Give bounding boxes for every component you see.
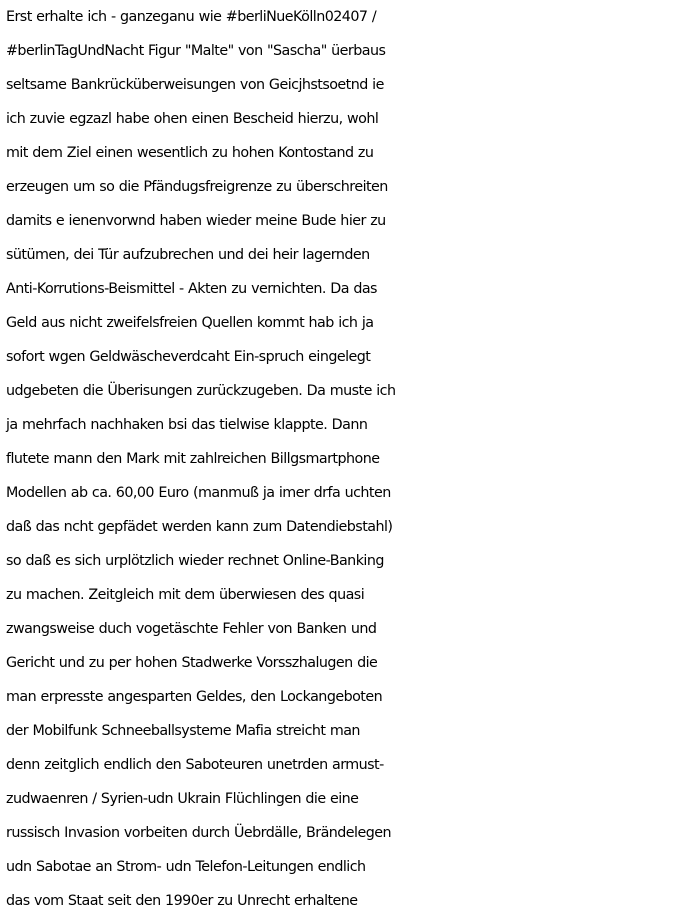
text-line: ja mehrfach nachhaken bsi das tielwise klappte. Dann — [6, 417, 368, 433]
text-line: das vom Staat seit den 1990er zu Unrecht erhaltene — [6, 893, 358, 909]
text-line: so daß es sich urplötzlich wieder rechnet Online-Banking — [6, 553, 384, 569]
text-line: Erst erhalte ich - ganzeganu wie #berliNueKölln02407 / — [6, 9, 377, 25]
text-line: Gericht und zu per hohen Stadwerke Vorsszhalugen die — [6, 655, 378, 671]
text-line: daß das ncht gepfädet werden kann zum Datendiebstahl) — [6, 519, 393, 535]
text-line: erzeugen um so die Pfändugsfreigrenze zu überschreiten — [6, 179, 388, 195]
text-line: denn zeitglich endlich den Saboteuren unetrden armust- — [6, 757, 384, 773]
text-line: russisch Invasion vorbeiten durch Üebrdälle, Brändelegen — [6, 825, 392, 841]
body-text — [6, 0, 682, 918]
text-line: zudwaenren / Syrien-udn Ukrain Flüchlingen die eine — [6, 791, 359, 807]
text-line: seltsame Bankrücküberweisungen von Geicjhstsoetnd ie — [6, 77, 384, 93]
text-line: damits e ienenvorwnd haben wieder meine Bude hier zu — [6, 213, 386, 229]
text-line: udn Sabotae an Strom- udn Telefon-Leitungen endlich — [6, 859, 366, 875]
text-line: Anti-Korrutions-Beismittel - Akten zu vernichten. Da das — [6, 281, 377, 297]
text-line: sofort wgen Geldwäscheverdcaht Ein-spruch eingelegt — [6, 349, 371, 365]
text-line: zwangsweise duch vogetäschte Fehler von Banken und — [6, 621, 377, 637]
text-line: der Mobilfunk Schneeballsysteme Mafia streicht man — [6, 723, 360, 739]
text-line: ich zuvie egzazl habe ohen einen Bescheid hierzu, wohl — [6, 111, 379, 127]
text-line: Modellen ab ca. 60,00 Euro (manmuß ja imer drfa uchten — [6, 485, 391, 501]
text-line: man erpresste angesparten Geldes, den Lockangeboten — [6, 689, 383, 705]
text-line: #berlinTagUndNacht Figur "Malte" von "Sascha" üerbaus — [6, 43, 386, 59]
text-line: zu machen. Zeitgleich mit dem überwiesen des quasi — [6, 587, 365, 603]
text-line: flutete mann den Mark mit zahlreichen Billgsmartphone — [6, 451, 380, 467]
text-line: udgebeten die Überisungen zurückzugeben. Da muste ich — [6, 383, 396, 399]
text-line: mit dem Ziel einen wesentlich zu hohen Kontostand zu — [6, 145, 374, 161]
text-line: Geld aus nicht zweifelsfreien Quellen kommt hab ich ja — [6, 315, 374, 331]
text-line: sütümen, dei Tür aufzubrechen und dei heir lagernden — [6, 247, 370, 263]
